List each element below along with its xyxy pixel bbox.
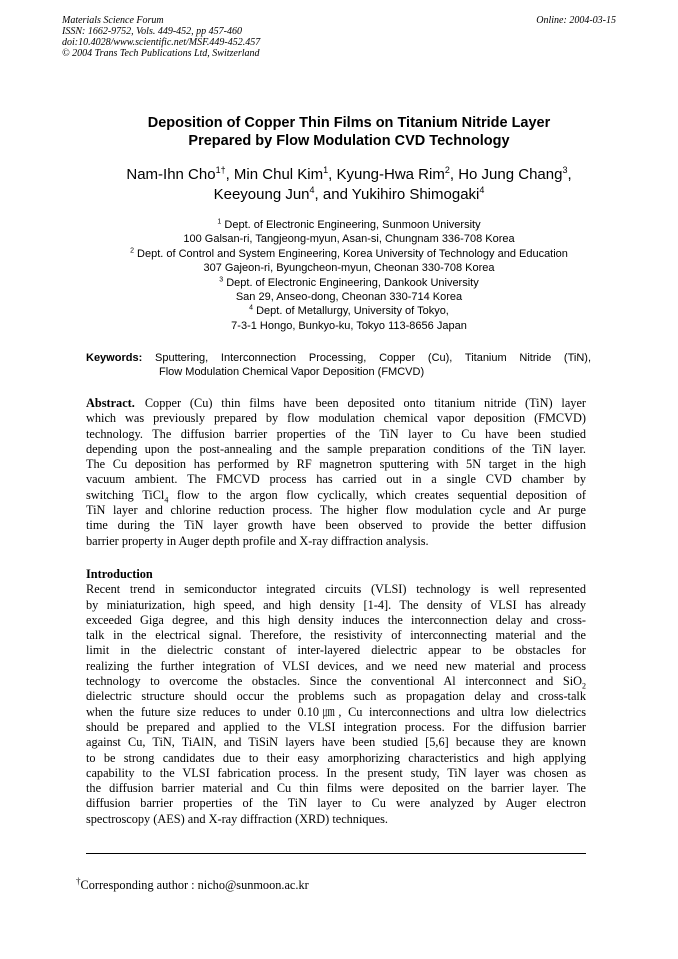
introduction-heading: Introduction [86,567,153,581]
affiliation-line: $^1$ Dept. of Electronic Engineering, Sunmoon University [217,218,481,231]
title-line-2: Prepared by Flow Modulation CVD Technology [188,133,510,149]
keywords-line-1: Keywords: Sputtering, Interconnection Processing, Copper (Cu), Titanium Nitride (TiN), [86,352,591,364]
affiliation-line: 7-3-1 Hongo, Bunkyo-ku, Tokyo 113-8656 Japan [231,319,467,332]
keywords-block [86,351,591,380]
keywords-line-2: Flow Modulation Chemical Vapor Deposition (FMCVD) [159,366,425,379]
affiliation-line: $^2$ Dept. of Control and System Engineering, Korea University of Technology and Education [130,247,568,260]
corresponding-author-footnote: †Corresponding author : nicho@sunmoon.ac.kr [76,875,309,892]
journal-header [62,15,442,59]
copyright-line: © 2004 Trans Tech Publications Ltd, Switzerland [62,48,260,59]
introduction-section: Introduction Recent trend in semiconductor integrated circuits (VLSI) technology is well represented by miniaturization, high speed, and high density [1-4]. The density of VLSI has already exceeded Giga degree, and this high density induces the interconnection delay and cross- talk in the electrical signal. Therefore, the resistivity of interconnecting material and the limit in the dielectric constant of inter-layered dielectric appear to be obstacles for realizing the further integration of VLSI devices, and we need new material and process technology to overcome the obstacles. Since the conventional Al interconnect and SiO$_2$ dielectric structure should occur the problems such as propagation delay and cross-talk when the future size reduces to under 0.10㎛, Cu interconnections and ultra low dielectrics should be prepared and applied to the VLSI integration process. For the diffusion barrier against Cu, TiN, TiAlN, and TiSiN layers have been studied [5,6] because they are known to be strong candidates due to their easy amorphorizing characteristics and high applying capability to the VLSI fabrication process. In the present study, TiN layer was chosen as the diffusion barrier material and Cu thin films were deposited on the barrier layer. The diffusion barrier properties of the TiN layer to Cu were analyzed by Auger electron spectroscopy (AES) and X-ray diffraction (XRD) techniques. [86,567,586,826]
issn-line: ISSN: 1662-9752, Vols. 449-452, pp 457-460 [62,26,242,37]
affiliation-line: $^4$ Dept. of Metallurgy, University of Tokyo, [249,304,449,318]
affiliations [60,218,638,333]
author-line-1: Nam-Ihn Cho$^{1\dagger}$, Min Chul Kim$^1$, Kyung-Hwa Rim$^2$, Ho Jung Chang$^3$, [126,165,572,183]
keywords-label: Keywords: [86,352,143,364]
abstract-section: Abstract. Copper (Cu) thin films have been deposited onto titanium nitride (TiN) layer which was previously prepared by flow modulation chemical vapor deposition (FMCVD) technology. The diffusion barrier properties of the TiN layer to Cu have been studied depending upon the post-annealing and the sample preparation conditions of the TiN layer. The Cu deposition has performed by RF magnetron sputtering with 5N target in the high vacuum ambient. The FMCVD process has carried out in a single CVD chamber by switching TiCl$_4$ flow to the argon flow cyclically, which creates sequential deposition of TiN layer and chlorine reduction process. The higher flow modulation cycle and Ar purge time during the TiN layer growth have been observed to provide the better diffusion barrier property in Auger depth profile and X-ray diffraction analysis. [86,396,587,548]
author-line-2: Keeyoung Jun$^4$, and Yukihiro Shimogaki$^4$ [213,185,485,203]
affiliation-line: $^3$ Dept. of Electronic Engineering, Dankook University [219,275,479,289]
doi-line: doi:10.4028/www.scientific.net/MSF.449-452.457 [62,37,261,48]
affiliation-line: 307 Gajeon-ri, Byungcheon-myun, Cheonan 330-708 Korea [203,262,495,275]
affiliation-line: San 29, Anseo-dong, Cheonan 330-714 Korea [235,291,463,304]
affiliation-line: 100 Galsan-ri, Tangjeong-myun, Asan-si, Chungnam 336-708 Korea [183,233,515,246]
author-list [60,165,638,205]
online-date: Online: 2004-03-15 [536,15,616,26]
footnote-divider [86,853,586,854]
paper-title [60,114,638,150]
title-line-1: Deposition of Copper Thin Films on Titanium Nitride Layer [147,115,551,131]
abstract-label: Abstract. [86,396,135,410]
journal-name: Materials Science Forum [62,15,164,26]
